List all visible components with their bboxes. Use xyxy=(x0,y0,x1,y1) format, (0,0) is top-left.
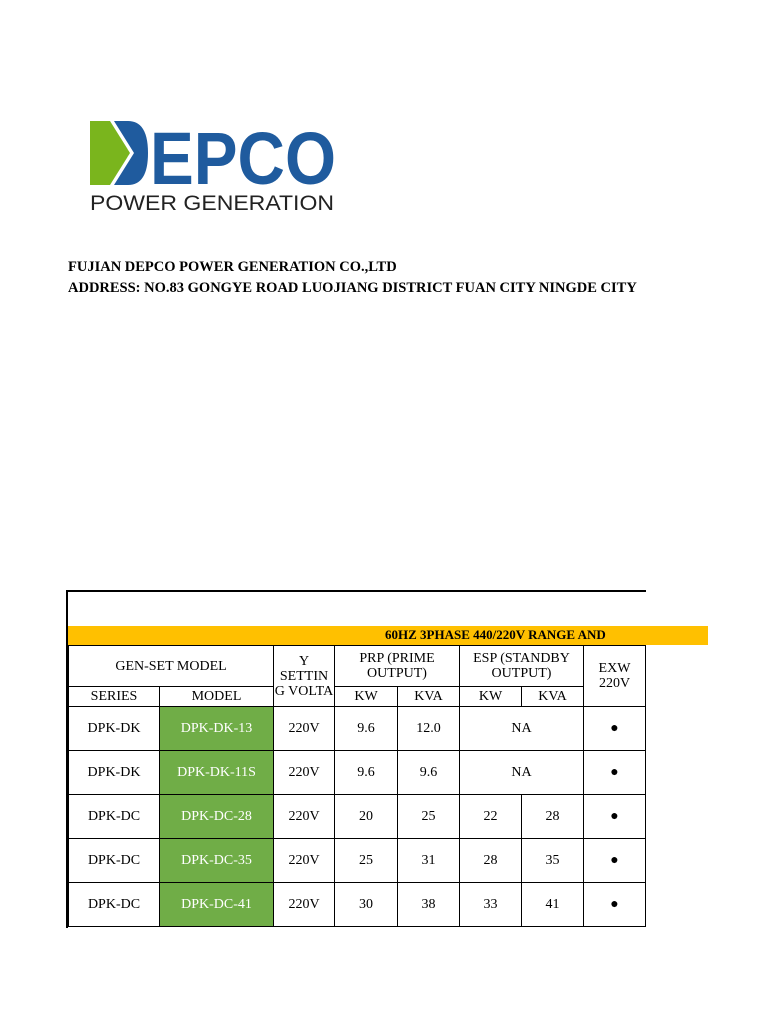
series-cell: DPK-DC xyxy=(69,795,160,839)
prp-kva-cell: 31 xyxy=(398,839,460,883)
table-row xyxy=(69,839,646,883)
series-cell: DPK-DC xyxy=(69,883,160,927)
series-cell: DPK-DK xyxy=(69,751,160,795)
series-header: SERIES xyxy=(69,687,160,707)
model-cell: DPK-DK-13 xyxy=(160,707,274,751)
header-row-2 xyxy=(69,687,646,707)
esp-kw-cell: 33 xyxy=(460,883,522,927)
logo-wordmark: EPCO xyxy=(150,117,336,200)
prp-kva-cell: 9.6 xyxy=(398,751,460,795)
esp-kva-cell: 28 xyxy=(522,795,584,839)
genset-spec-table xyxy=(68,645,646,927)
prp-kva-cell: 38 xyxy=(398,883,460,927)
model-cell: DPK-DC-35 xyxy=(160,839,274,883)
header-row-1 xyxy=(69,646,646,687)
esp-kw-cell: 28 xyxy=(460,839,522,883)
esp-kw-cell: 22 xyxy=(460,795,522,839)
esp-kw-header: KW xyxy=(460,687,522,707)
range-banner xyxy=(68,626,708,645)
voltage-cell: 220V xyxy=(274,839,335,883)
frame-top-border xyxy=(66,590,646,592)
prp-kw-header: KW xyxy=(335,687,398,707)
voltage-cell: 220V xyxy=(274,707,335,751)
table-row xyxy=(69,707,646,751)
prp-kw-cell: 25 xyxy=(335,839,398,883)
esp-header: ESP (STANDBY OUTPUT) xyxy=(460,646,584,687)
voltage-cell: 220V xyxy=(274,883,335,927)
prp-kw-cell: 9.6 xyxy=(335,707,398,751)
logo-tagline: POWER GENERATION xyxy=(90,192,334,215)
series-cell: DPK-DC xyxy=(69,839,160,883)
table-row xyxy=(69,751,646,795)
company-address: ADDRESS: NO.83 GONGYE ROAD LUOJIANG DISTRICT FUAN CITY NINGDE CITY xyxy=(68,280,637,296)
exw-bullet: ● xyxy=(584,883,646,927)
esp-cell: NA xyxy=(460,707,584,751)
esp-kva-cell: 35 xyxy=(522,839,584,883)
model-cell: DPK-DC-41 xyxy=(160,883,274,927)
exw-bullet: ● xyxy=(584,751,646,795)
exw-bullet: ● xyxy=(584,707,646,751)
voltage-cell: 220V xyxy=(274,795,335,839)
voltage-cell: 220V xyxy=(274,751,335,795)
esp-cell: NA xyxy=(460,751,584,795)
company-name: FUJIAN DEPCO POWER GENERATION CO.,LTD xyxy=(68,259,397,275)
exw-bullet: ● xyxy=(584,795,646,839)
prp-kva-cell: 25 xyxy=(398,795,460,839)
model-cell: DPK-DK-11S xyxy=(160,751,274,795)
depco-logo xyxy=(88,118,338,214)
table-row xyxy=(69,883,646,927)
table-row xyxy=(69,795,646,839)
prp-kva-cell: 12.0 xyxy=(398,707,460,751)
range-banner-text: 60HZ 3PHASE 440/220V RANGE AND xyxy=(385,627,606,642)
series-cell: DPK-DK xyxy=(69,707,160,751)
esp-kva-cell: 41 xyxy=(522,883,584,927)
model-cell: DPK-DC-28 xyxy=(160,795,274,839)
exw-header: EXW 220V xyxy=(584,646,646,707)
prp-kva-header: KVA xyxy=(398,687,460,707)
exw-bullet: ● xyxy=(584,839,646,883)
voltage-header: Y SETTIN G VOLTA xyxy=(274,646,335,707)
prp-kw-cell: 20 xyxy=(335,795,398,839)
esp-kva-header: KVA xyxy=(522,687,584,707)
genset-model-header: GEN-SET MODEL xyxy=(69,646,274,687)
prp-kw-cell: 9.6 xyxy=(335,751,398,795)
prp-kw-cell: 30 xyxy=(335,883,398,927)
company-header xyxy=(68,257,646,299)
model-header: MODEL xyxy=(160,687,274,707)
prp-header: PRP (PRIME OUTPUT) xyxy=(335,646,460,687)
